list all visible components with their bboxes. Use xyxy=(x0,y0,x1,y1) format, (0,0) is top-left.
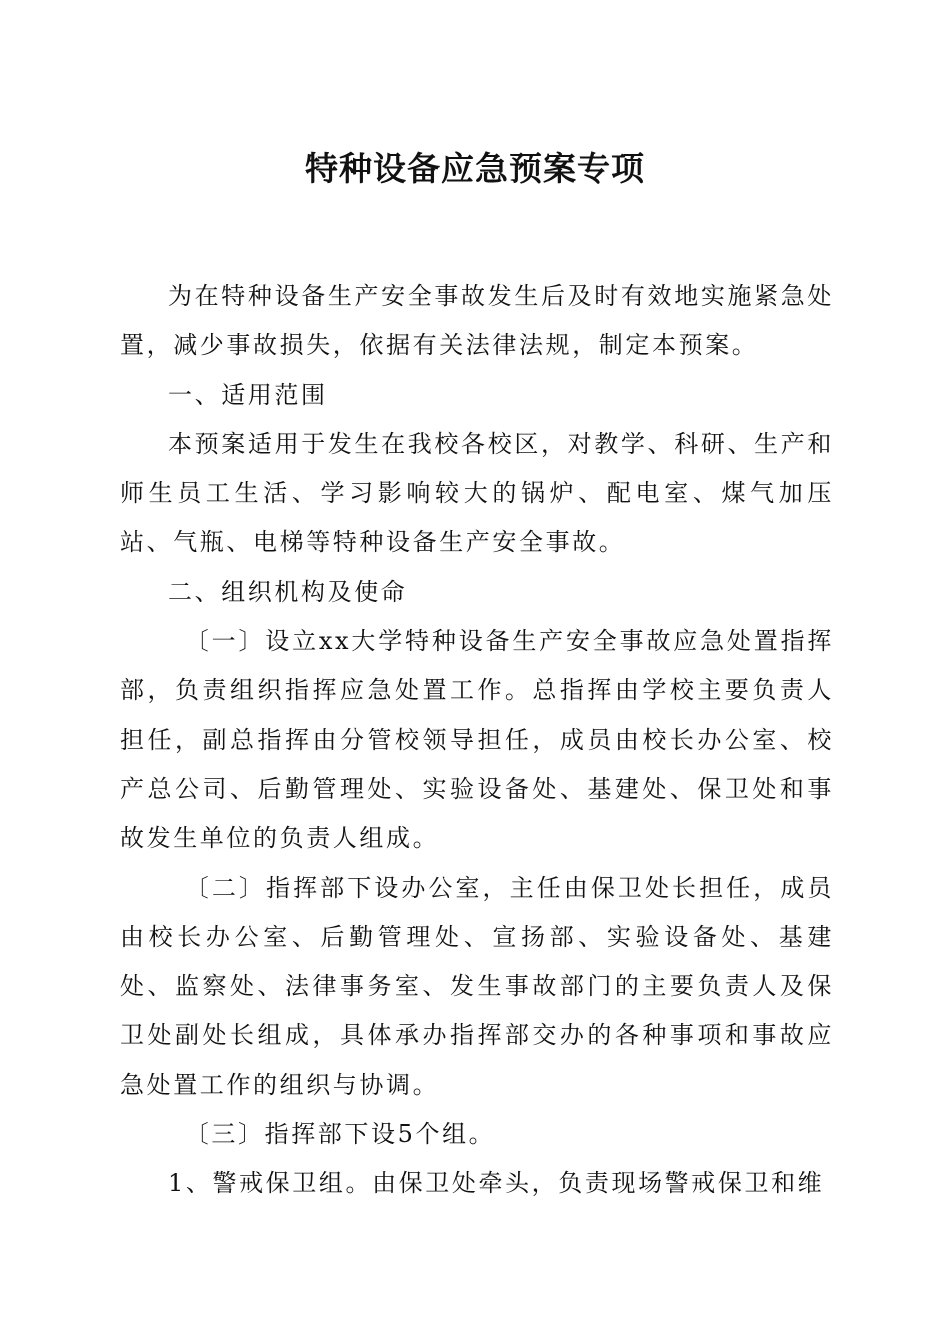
document-title: 特种设备应急预案专项 xyxy=(305,149,645,188)
paragraph-org-1: 〔一〕设立xx大学特种设备生产安全事故应急处置指挥部，负责组织指挥应急处置工作。总指挥由学校主要负责人担任，副总指挥由分管校领导担任，成员由校长办公室、校产总公司、后勤管理处、实验设备处、基建处、保卫处和事故发生单位的负责人组成。 xyxy=(120,627,834,853)
paragraph-org-2: 〔二〕指挥部下设办公室，主任由保卫处长担任，成员由校长办公室、后勤管理处、宣扬部、实验设备处、基建处、监察处、法律事务室、发生事故部门的主要负责人及保卫处副处长组成，具体承办指挥部交办的各种事项和事故应急处置工作的组织与协调。 xyxy=(120,873,834,1099)
document-body xyxy=(120,272,834,1209)
paragraph-intro: 为在特种设备生产安全事故发生后及时有效地实施紧急处置，减少事故损失，依据有关法律法规，制定本预案。 xyxy=(120,282,834,360)
section-heading-organization: 二、组织机构及使命 xyxy=(168,577,408,606)
section-heading-scope: 一、适用范围 xyxy=(168,380,328,409)
paragraph-scope: 本预案适用于发生在我校各校区，对教学、科研、生产和师生员工生活、学习影响较大的锅炉、配电室、煤气加压站、气瓶、电梯等特种设备生产安全事故。 xyxy=(120,429,834,557)
paragraph-group-1: 1、警戒保卫组。由保卫处牵头，负责现场警戒保卫和维 xyxy=(168,1169,825,1198)
paragraph-org-3: 〔三〕指挥部下设5个组。 xyxy=(184,1120,496,1149)
